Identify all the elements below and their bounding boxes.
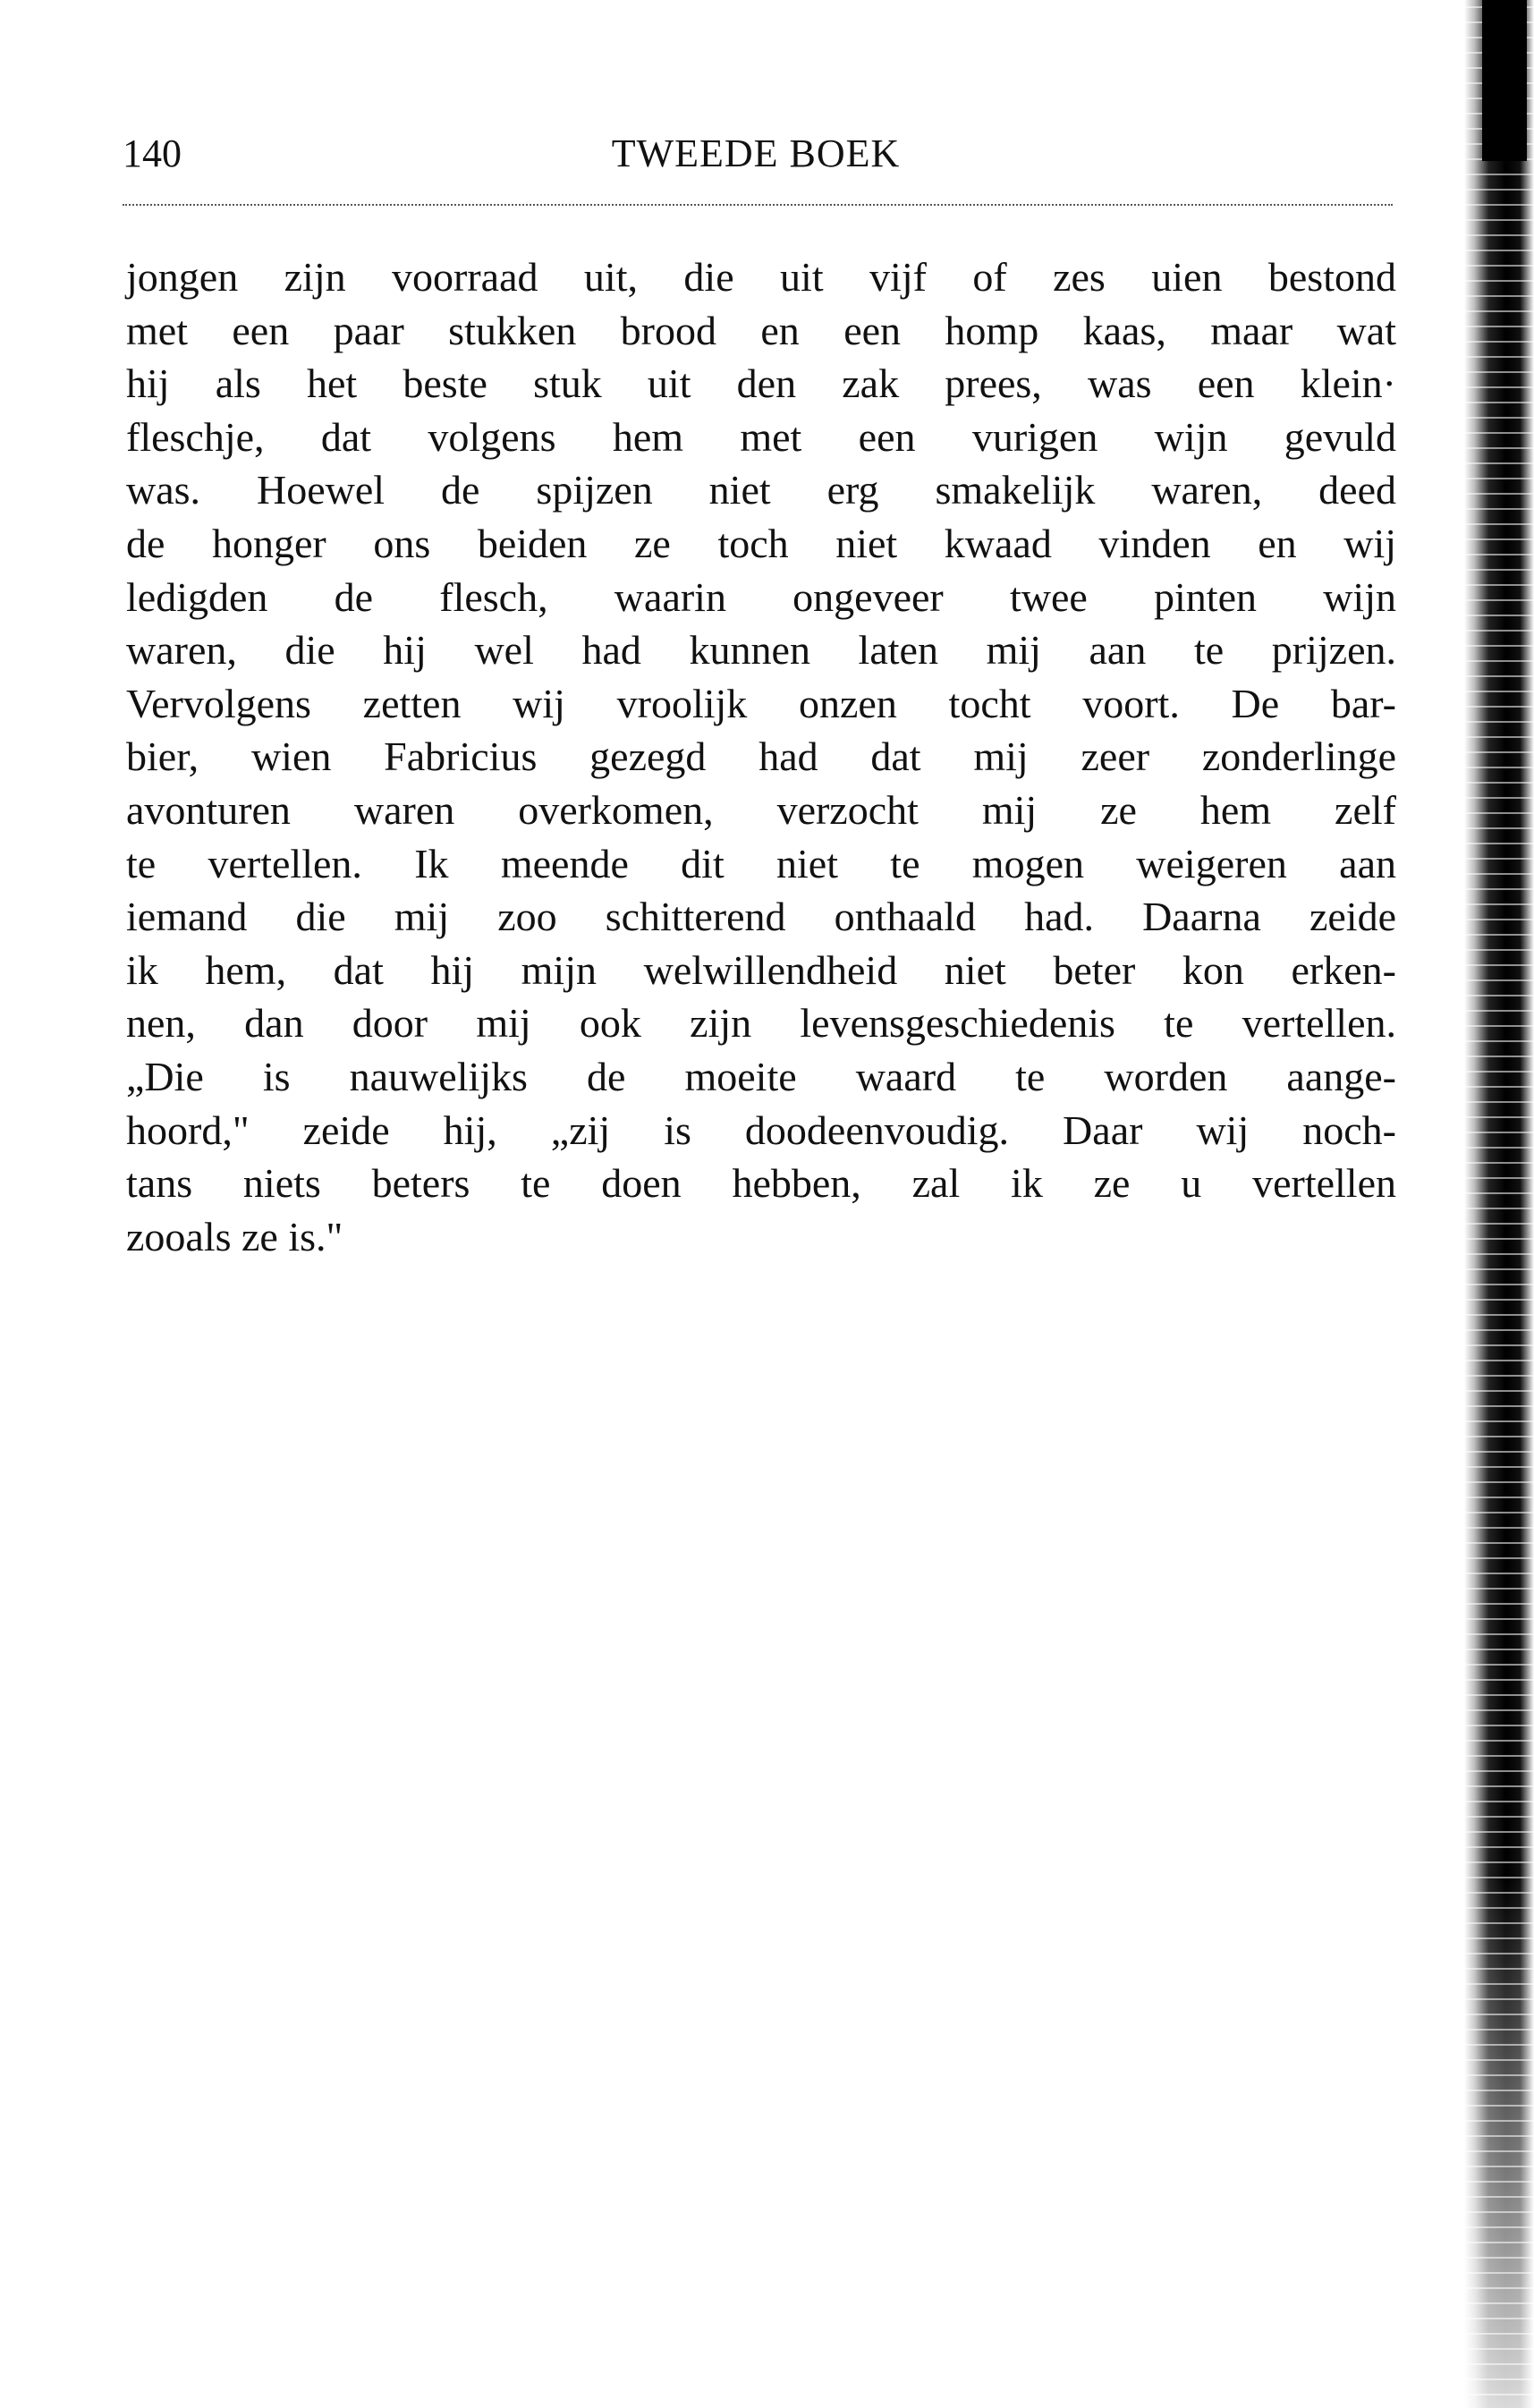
text-line: Vervolgens zetten wij vroolijk onzen tocht voort. De bar- bbox=[126, 680, 1396, 726]
text-line: waren, die hij wel had kunnen laten mij aan te prijzen. bbox=[126, 627, 1396, 674]
page-number: 140 bbox=[123, 131, 182, 175]
text-line: iemand die mij zoo schitterend onthaald had. Daarna zeide bbox=[126, 894, 1396, 940]
text-line: met een paar stukken brood en een homp kaas, maar wat bbox=[126, 307, 1396, 353]
text-line: „Die is nauwelijks de moeite waard te worden aange- bbox=[126, 1053, 1396, 1099]
text-line: tans niets beters te doen hebben, zal ik ze u vertellen bbox=[126, 1160, 1396, 1207]
text-line: zooals ze is." bbox=[126, 1213, 343, 1259]
text-line: avonturen waren overkomen, verzocht mij ze hem zelf bbox=[126, 786, 1396, 833]
text-line: hij als het beste stuk uit den zak prees, was een klein· bbox=[126, 360, 1396, 407]
text-line: nen, dan door mij ook zijn levensgeschiedenis te vertellen. bbox=[126, 1000, 1396, 1047]
text-line: jongen zijn voorraad uit, die uit vijf of zes uien bestond bbox=[126, 254, 1396, 300]
book-binding-shadow bbox=[1482, 0, 1527, 161]
running-title: TWEEDE BOEK bbox=[611, 131, 901, 175]
text-line: fleschje, dat volgens hem met een vurigen wijn gevuld bbox=[126, 413, 1396, 460]
text-line: te vertellen. Ik meende dit niet te mogen weigeren aan bbox=[126, 840, 1396, 886]
text-line: bier, wien Fabricius gezegd had dat mij zeer zonderlinge bbox=[126, 733, 1396, 780]
text-line: ik hem, dat hij mijn welwillendheid niet beter kon erken- bbox=[126, 946, 1396, 993]
book-binding-fade bbox=[1464, 1878, 1534, 2408]
body-text bbox=[126, 250, 1396, 1263]
header-rule bbox=[123, 204, 1393, 206]
text-line: ledigden de flesch, waarin ongeveer twee pinten wijn bbox=[126, 573, 1396, 620]
text-line: hoord," zeide hij, „zij is doodeenvoudig. Daar wij noch- bbox=[126, 1106, 1396, 1153]
text-line: was. Hoewel de spijzen niet erg smakelijk waren, deed bbox=[126, 467, 1396, 513]
text-line: de honger ons beiden ze toch niet kwaad vinden en wij bbox=[126, 520, 1396, 566]
